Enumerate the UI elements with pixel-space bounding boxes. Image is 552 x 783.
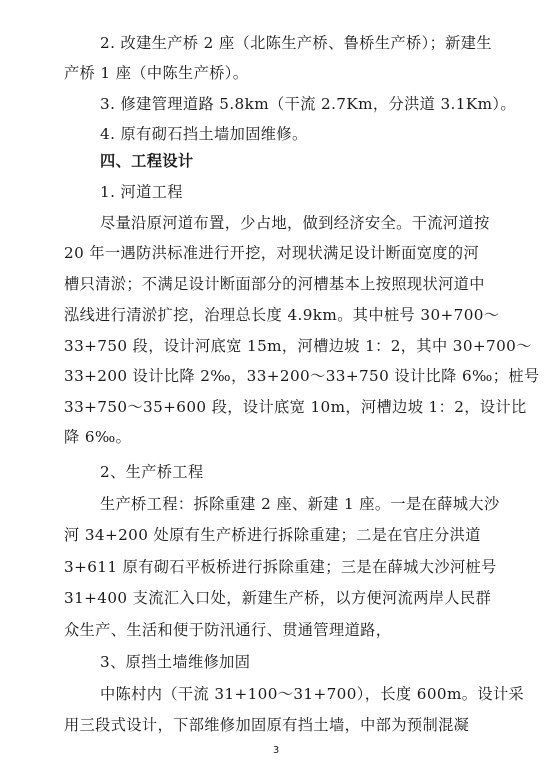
wall-para-line-1: 中陈村内（干流 31+100～31+700），长度 600m。设计采 (100, 685, 525, 703)
river-para-line-7: 33+750～35+600 段，设计底宽 10m，河槽边坡 1：2，设计比 (64, 398, 527, 416)
bridge-para-line-5: 众生产、生活和便于防汛通行、贯通管理道路， (64, 621, 392, 639)
bridge-para-line-3: 3+611 原有砌石平板桥进行拆除重建；三是在薛城大沙河桩号 (64, 558, 497, 576)
river-para-line-5: 33+750 段，设计河底宽 15m，河槽边坡 1：2，其中 30+700～ (64, 337, 532, 355)
bridge-para-line-4: 31+400 支流汇入口处，新建生产桥，以方便河流两岸人民群 (64, 589, 492, 607)
section-heading-design: 四、工程设计 (100, 152, 194, 170)
subheading-bridge-works: 2、生产桥工程 (100, 463, 204, 481)
item-3: 3. 修建管理道路 5.8km（干流 2.7Km，分洪道 3.1Km）。 (100, 95, 516, 113)
bridge-para-line-2: 河 34+200 处原有生产桥进行拆除重建；二是在官庄分洪道 (64, 526, 481, 544)
item-4: 4. 原有砌石挡土墙加固维修。 (100, 125, 308, 143)
wall-para-line-2: 用三段式设计，下部维修加固原有挡土墙，中部为预制混凝 (64, 716, 470, 734)
subheading-river-works: 1. 河道工程 (100, 183, 183, 201)
river-para-line-4: 泓线进行清淤扩挖，治理总长度 4.9km。其中桩号 30+700～ (64, 306, 500, 324)
river-para-line-8: 降 6‰。 (64, 428, 132, 446)
river-para-line-2: 20 年一遇防洪标准进行开挖，对现状满足设计断面宽度的河 (64, 244, 480, 262)
page-number: 3 (272, 745, 280, 756)
item-2-line-2: 产桥 1 座（中陈生产桥）。 (64, 64, 249, 82)
river-para-line-6: 33+200 设计比降 2‰，33+200～33+750 设计比降 6‰；桩号 (64, 367, 540, 385)
bridge-para-line-1: 生产桥工程：拆除重建 2 座、新建 1 座。一是在薛城大沙 (100, 495, 500, 513)
item-2-line-1: 2. 改建生产桥 2 座（北陈生产桥、鲁桥生产桥）；新建生 (100, 34, 492, 52)
subheading-wall-repair: 3、原挡土墙维修加固 (100, 653, 251, 671)
river-para-line-1: 尽量沿原河道布置，少占地，做到经济安全。干流河道按 (100, 214, 490, 232)
river-para-line-3: 槽只清淤；不满足设计断面部分的河槽基本上按照现状河道中 (64, 275, 485, 293)
